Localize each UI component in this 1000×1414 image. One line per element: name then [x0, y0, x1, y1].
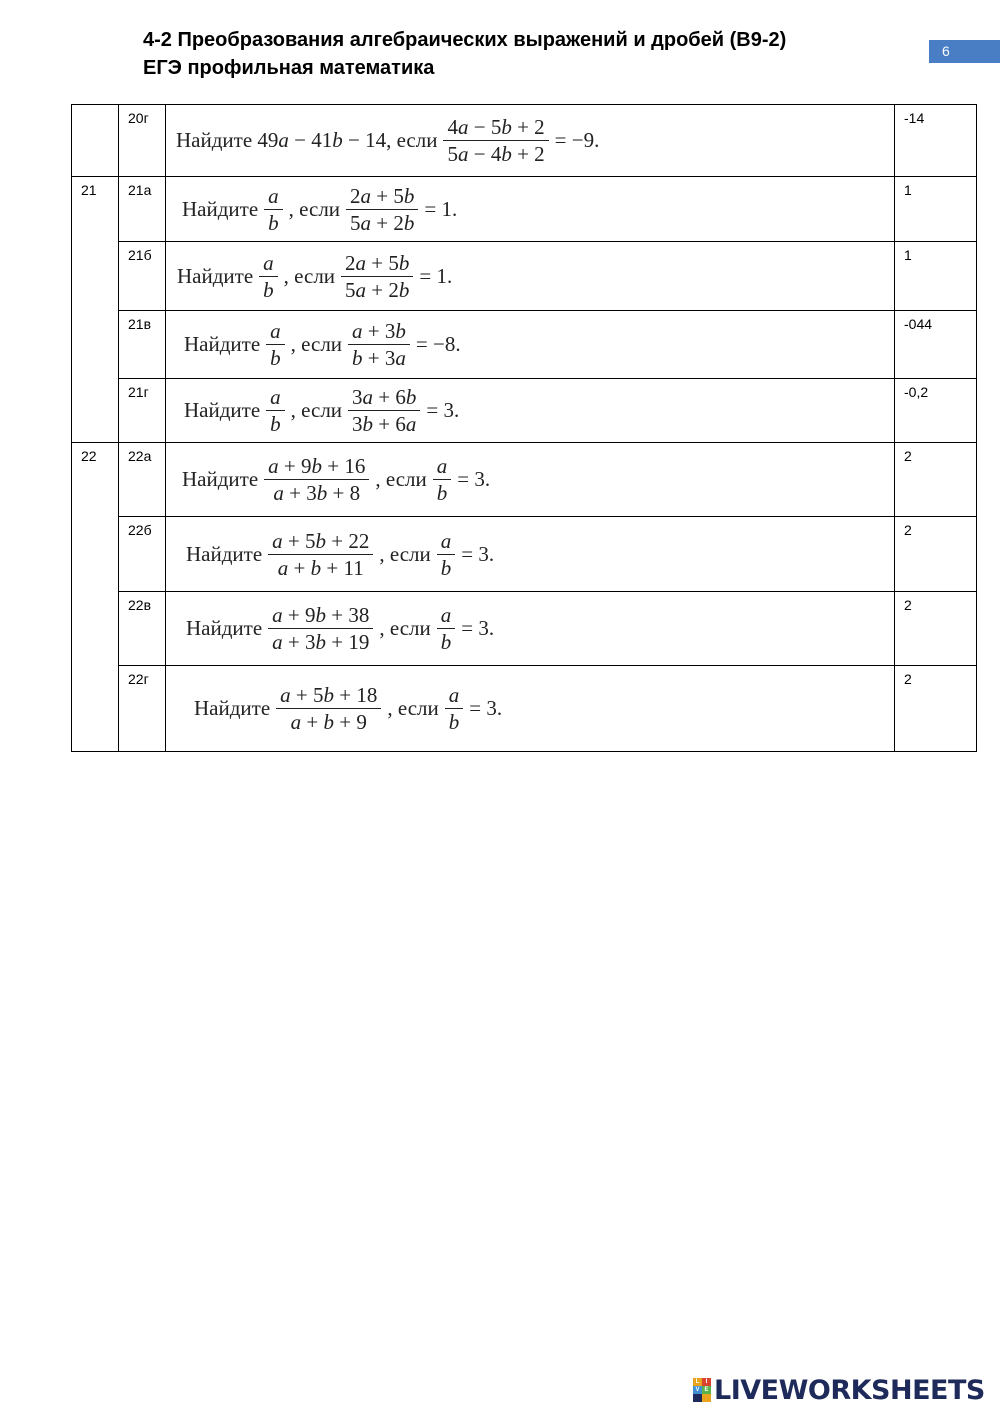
task-id-cell: 22а — [119, 443, 166, 517]
document-title: 4-2 Преобразования алгебраических выражений и дробей (В9-2) — [143, 29, 787, 51]
problem-formula: Найдите $\frac{a}{b}$ , если $\frac{3a + 6b}{3b + 6a}$ = 3. — [184, 385, 460, 436]
answer-cell: 2 — [895, 592, 977, 666]
logo-text: LIVEWORKSHEETS — [714, 1374, 985, 1406]
table-row — [72, 105, 977, 177]
answer-cell: 2 — [895, 517, 977, 592]
task-id-cell: 22г — [119, 666, 166, 752]
table-row — [72, 666, 977, 752]
task-id-cell: 21б — [119, 242, 166, 311]
answer-cell: -14 — [895, 105, 977, 177]
table-row — [72, 592, 977, 666]
problem-cell — [166, 666, 895, 752]
group-cell: 22 — [72, 443, 119, 752]
problem-cell — [166, 311, 895, 379]
liveworksheets-logo[interactable] — [693, 1375, 985, 1405]
problem-cell — [166, 517, 895, 592]
answer-cell: 1 — [895, 177, 977, 242]
answer-cell: -0,2 — [895, 379, 977, 443]
answer-cell: 1 — [895, 242, 977, 311]
answer-cell: -044 — [895, 311, 977, 379]
problem-formula: Найдите $\frac{a + 5b + 18}{a + b + 9}$ , если $\frac{a}{b}$ = 3. — [194, 683, 503, 734]
logo-mark-icon: L I V E — [693, 1378, 711, 1402]
problem-formula: Найдите $\frac{a + 9b + 16}{a + 3b + 8}$ , если $\frac{a}{b}$ = 3. — [182, 454, 491, 505]
task-id-cell: 21а — [119, 177, 166, 242]
problem-cell — [166, 105, 895, 177]
problem-formula: Найдите $\frac{a + 5b + 22}{a + b + 11}$ , если $\frac{a}{b}$ = 3. — [186, 528, 495, 580]
answer-cell: 2 — [895, 666, 977, 752]
page-number-badge: 6 — [929, 40, 1000, 63]
task-id-cell: 21в — [119, 311, 166, 379]
table-row — [72, 443, 977, 517]
task-id-cell: 21г — [119, 379, 166, 443]
task-id-cell: 22в — [119, 592, 166, 666]
document-subtitle: ЕГЭ профильная математика — [143, 57, 435, 79]
problems-table — [71, 104, 977, 752]
table-row — [72, 379, 977, 443]
table-row — [72, 177, 977, 242]
problem-formula: Найдите $\frac{a}{b}$ , если $\frac{2a + 5b}{5a + 2b}$ = 1. — [182, 183, 458, 235]
problem-cell — [166, 443, 895, 517]
task-id-cell: 20г — [119, 105, 166, 177]
table-row — [72, 517, 977, 592]
table-row — [72, 311, 977, 379]
problem-cell — [166, 242, 895, 311]
problem-formula: Найдите 49 a − 41 b − 14, если $\frac{4a - 5b + 2}{5a - 4b + 2}$ = −9. — [176, 115, 600, 166]
group-cell — [72, 105, 119, 177]
problem-cell — [166, 177, 895, 242]
answer-cell: 2 — [895, 443, 977, 517]
problem-cell — [166, 379, 895, 443]
task-id-cell: 22б — [119, 517, 166, 592]
group-cell: 21 — [72, 177, 119, 443]
problem-formula: Найдите $\frac{a}{b}$ , если $\frac{a + 3b}{b + 3a}$ = −8. — [184, 319, 461, 370]
document-header — [143, 26, 786, 82]
problem-formula: Найдите $\frac{a}{b}$ , если $\frac{2a + 5b}{5a + 2b}$ = 1. — [177, 250, 453, 302]
problem-cell — [166, 592, 895, 666]
table-row — [72, 242, 977, 311]
problem-formula: Найдите $\frac{a + 9b + 38}{a + 3b + 19}$ , если $\frac{a}{b}$ = 3. — [186, 603, 495, 654]
